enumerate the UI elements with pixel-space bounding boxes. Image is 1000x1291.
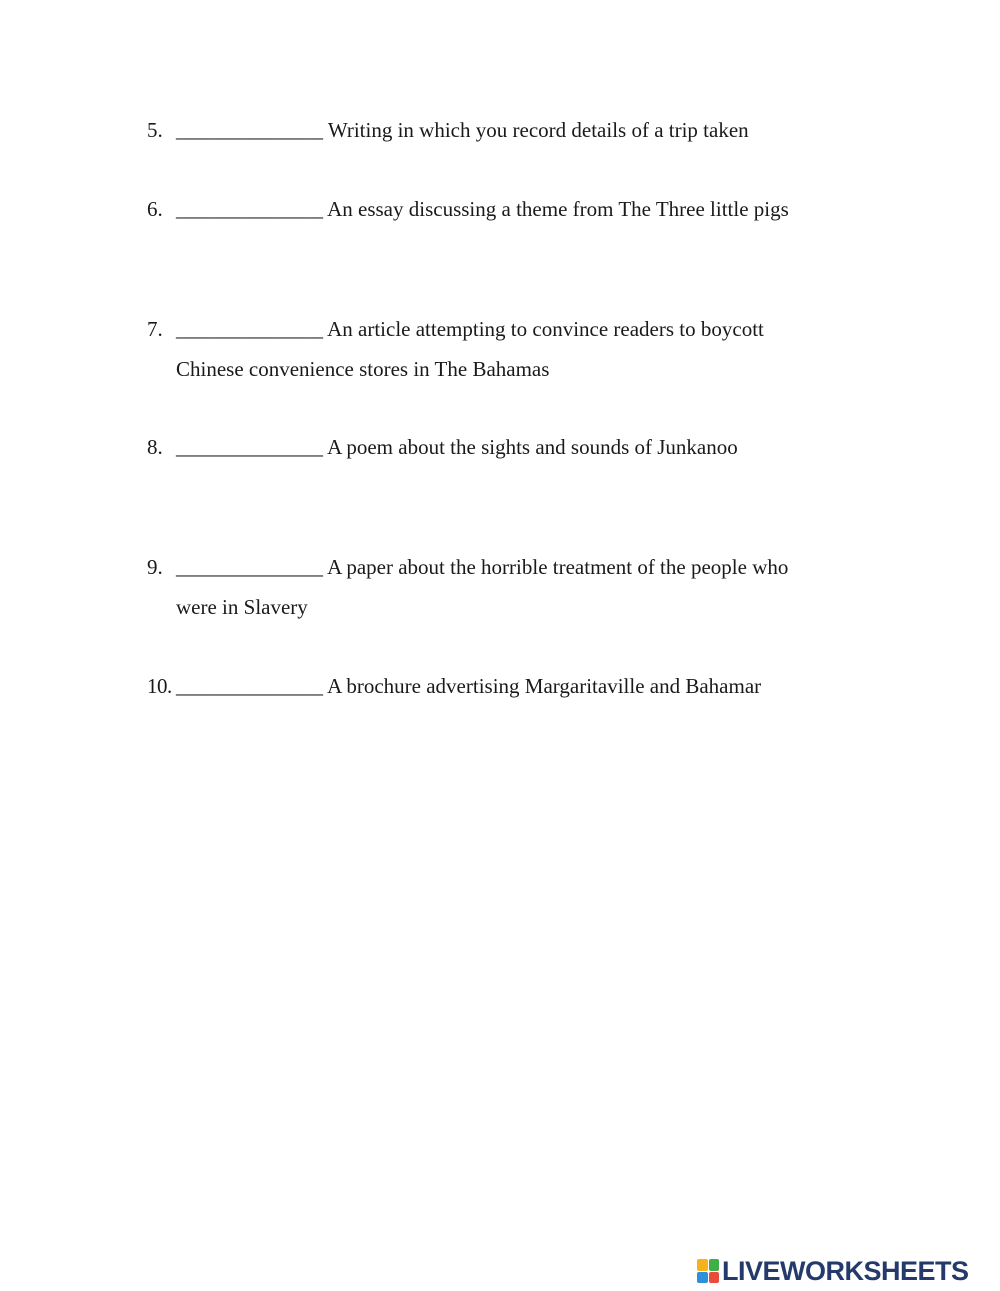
question-text: An essay discussing a theme from The Three little pigs (327, 197, 789, 221)
question-item-8 (147, 427, 867, 467)
question-number: 9. (147, 555, 163, 579)
answer-blank[interactable]: ______________ (176, 118, 323, 142)
question-number: 6. (147, 197, 163, 221)
question-number: 10. (147, 674, 172, 698)
answer-blank[interactable]: ______________ (176, 317, 323, 341)
answer-blank[interactable]: ______________ (176, 555, 323, 579)
question-text: Writing in which you record details of a trip taken (327, 118, 749, 142)
logo-square-e (709, 1272, 720, 1284)
question-item-9 (147, 547, 867, 627)
logo-square-i (709, 1259, 720, 1271)
answer-blank[interactable]: ______________ (176, 435, 323, 459)
question-item-5 (147, 110, 867, 150)
answer-blank[interactable]: ______________ (176, 674, 323, 698)
question-text: A poem about the sights and sounds of Junkanoo (327, 435, 738, 459)
question-number: 8. (147, 435, 163, 459)
question-item-6 (147, 189, 867, 229)
brand-name: LIVEWORKSHEETS (722, 1255, 969, 1286)
question-item-7 (147, 309, 867, 389)
logo-square-l (697, 1259, 708, 1271)
question-text: A brochure advertising Margaritaville and Bahamar (327, 674, 762, 698)
question-text-continuation: were in Slavery (176, 595, 308, 619)
question-number: 5. (147, 118, 163, 142)
answer-blank[interactable]: ______________ (176, 197, 323, 221)
logo-square-v (697, 1272, 708, 1284)
question-text-continuation: Chinese convenience stores in The Bahamas (176, 357, 550, 381)
question-number: 7. (147, 317, 163, 341)
question-text: A paper about the horrible treatment of the people who (327, 555, 789, 579)
liveworksheets-brand (697, 1257, 969, 1285)
liveworksheets-logo-icon (697, 1259, 719, 1283)
question-item-10 (147, 666, 867, 706)
question-text: An article attempting to convince readers to boycott (327, 317, 764, 341)
